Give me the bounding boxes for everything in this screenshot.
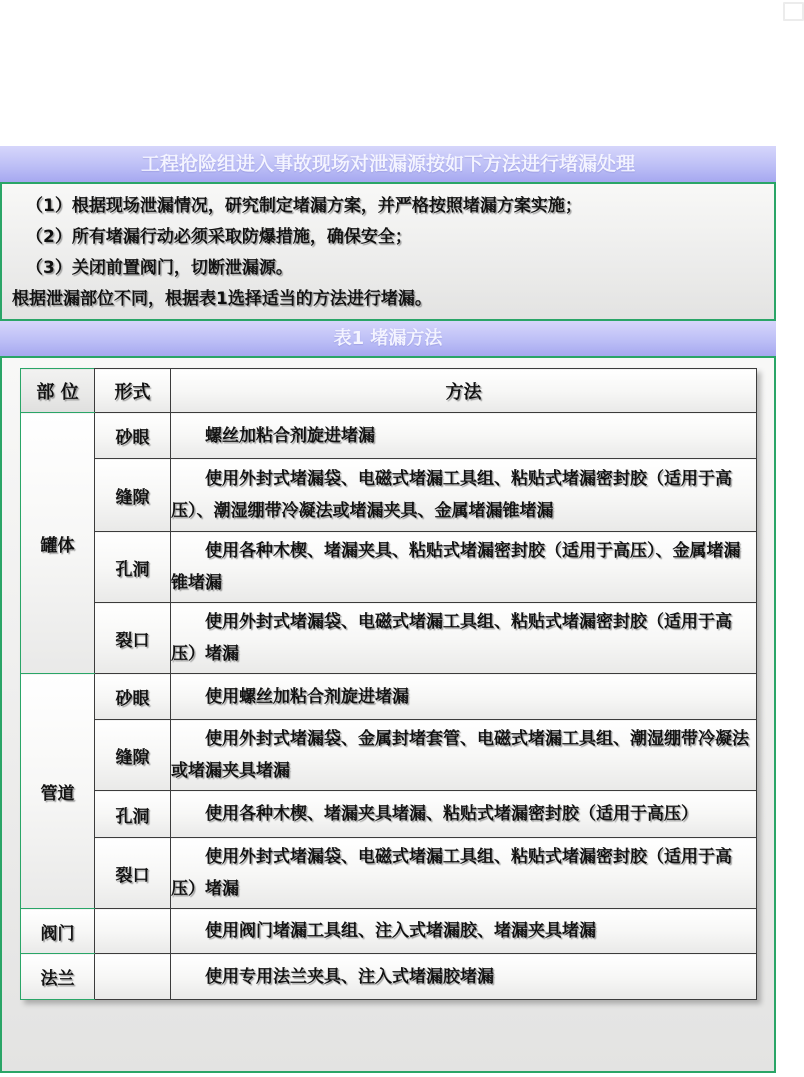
header-part: 部 位: [21, 369, 95, 413]
form-cell: 砂眼: [95, 674, 171, 720]
table-row: [21, 720, 757, 791]
method-cell: 使用外封式堵漏袋、电磁式堵漏工具组、粘贴式堵漏密封胶（适用于高压）堵漏: [171, 838, 757, 909]
scrollbar-thumb[interactable]: [783, 2, 804, 21]
section-title-banner: 工程抢险组进入事故现场对泄漏源按如下方法进行堵漏处理: [0, 146, 776, 182]
part-label-tank: 罐体: [21, 413, 95, 674]
table-section: [0, 356, 776, 1073]
table-row: [21, 909, 757, 954]
intro-step-1: （1）根据现场泄漏情况，研究制定堵漏方案，并严格按照堵漏方案实施；: [26, 196, 582, 216]
form-cell: 裂口: [95, 838, 171, 909]
part-label-valve: 阀门: [21, 909, 95, 954]
method-cell: 使用阀门堵漏工具组、注入式堵漏胶、堵漏夹具堵漏: [171, 909, 757, 954]
method-cell: 使用外封式堵漏袋、电磁式堵漏工具组、粘贴式堵漏密封胶（适用于高压）堵漏: [171, 603, 757, 674]
part-label-flange: 法兰: [21, 954, 95, 1000]
form-cell-empty: [95, 954, 171, 1000]
method-cell: 使用螺丝加粘合剂旋进堵漏: [171, 674, 757, 720]
method-cell: 螺丝加粘合剂旋进堵漏: [171, 413, 757, 459]
part-label-pipe: 管道: [21, 674, 95, 909]
intro-step-2: （2）所有堵漏行动必须采取防爆措施，确保安全；: [26, 227, 412, 247]
method-cell: 使用外封式堵漏袋、金属封堵套管、电磁式堵漏工具组、潮湿绷带冷凝法或堵漏夹具堵漏: [171, 720, 757, 791]
form-cell: 孔洞: [95, 532, 171, 603]
method-cell: 使用外封式堵漏袋、电磁式堵漏工具组、粘贴式堵漏密封胶（适用于高压）、潮湿绷带冷凝法或堵漏夹具、金属堵漏锥堵漏: [171, 459, 757, 532]
form-cell: 缝隙: [95, 720, 171, 791]
intro-step-3: （3）关闭前置阀门，切断泄漏源。: [26, 258, 293, 278]
table-row: [21, 954, 757, 1000]
form-cell: 砂眼: [95, 413, 171, 459]
table-row: [21, 532, 757, 603]
header-form: 形式: [95, 369, 171, 413]
table-row: [21, 838, 757, 909]
form-cell-empty: [95, 909, 171, 954]
table-row: [21, 413, 757, 459]
table-row: [21, 674, 757, 720]
leak-sealing-methods-table: [20, 368, 757, 1000]
header-method: 方法: [171, 369, 757, 413]
table-row: [21, 791, 757, 838]
table-row: [21, 459, 757, 532]
intro-note: 根据泄漏部位不同，根据表1选择适当的方法进行堵漏。: [12, 289, 432, 309]
form-cell: 缝隙: [95, 459, 171, 532]
table-title-banner: 表1 堵漏方法: [0, 321, 776, 356]
form-cell: 裂口: [95, 603, 171, 674]
method-cell: 使用专用法兰夹具、注入式堵漏胶堵漏: [171, 954, 757, 1000]
method-cell: 使用各种木楔、堵漏夹具、粘贴式堵漏密封胶（适用于高压）、金属堵漏锥堵漏: [171, 532, 757, 603]
method-cell: 使用各种木楔、堵漏夹具堵漏、粘贴式堵漏密封胶（适用于高压）: [171, 791, 757, 838]
intro-section: [0, 182, 776, 321]
document-content: [0, 146, 776, 1073]
table-row: [21, 603, 757, 674]
form-cell: 孔洞: [95, 791, 171, 838]
table-header-row: [21, 369, 757, 413]
